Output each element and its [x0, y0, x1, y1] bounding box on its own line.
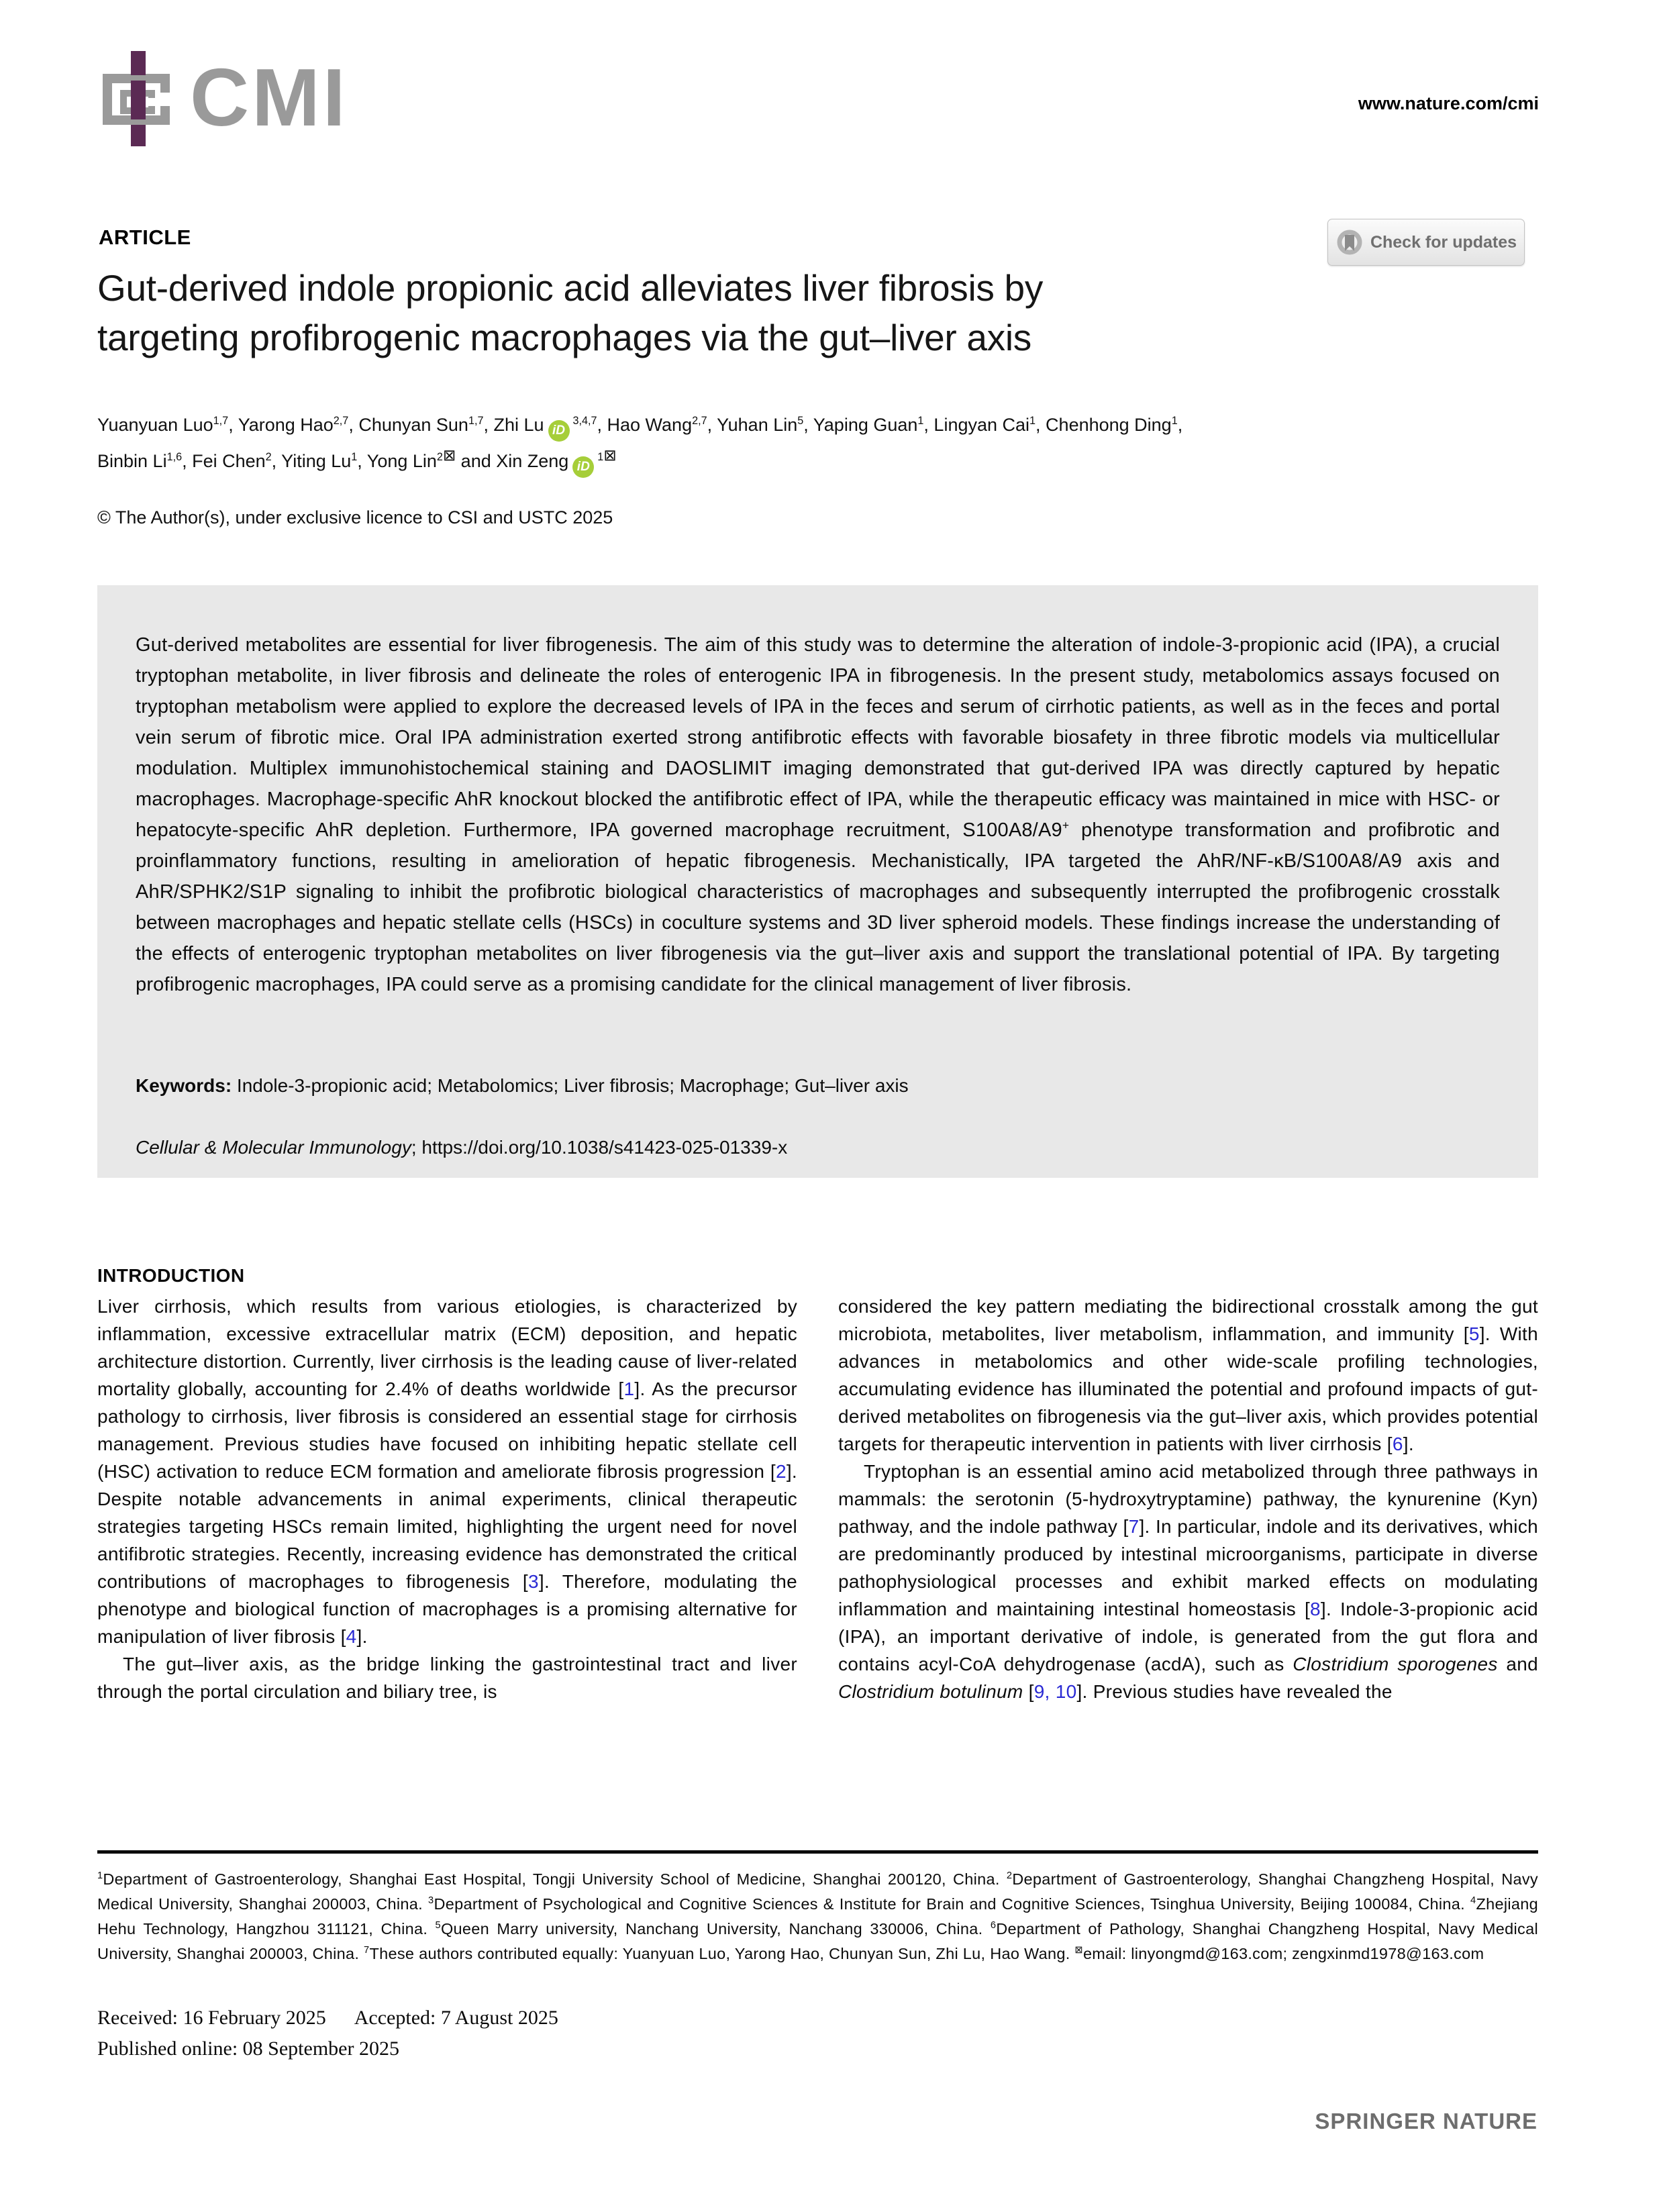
keywords-line [136, 1075, 1500, 1097]
article-label: ARTICLE [99, 225, 191, 249]
accepted-date: Accepted: 7 August 2025 [354, 2007, 558, 2029]
orcid-icon[interactable]: iD [572, 456, 594, 478]
publisher-logo: SPRINGER NATURE [1315, 2109, 1537, 2133]
site-url: www.nature.com/cmi [1358, 93, 1539, 113]
envelope-icon[interactable]: ⊠ [442, 446, 456, 464]
citation-ref[interactable]: 2 [775, 1461, 787, 1482]
check-for-updates-badge[interactable] [1327, 219, 1525, 266]
envelope-icon[interactable]: ⊠ [603, 446, 617, 464]
cmi-logo-mark [97, 47, 178, 148]
abstract-panel [97, 585, 1538, 1178]
published-line: Published online: 08 September 2025 [97, 2038, 399, 2060]
author-list [97, 407, 1547, 479]
orcid-icon[interactable]: iD [548, 420, 570, 442]
article-dates [97, 2003, 558, 2064]
citation-ref[interactable]: 1 [623, 1378, 635, 1399]
author-line-2: Binbin Li$^{1,6}$, Fei Chen$^2$, Yiting Lu$^1$, Yong Lin$^{2⊠}$ and Xin Zeng $iD^{1⊠}$ [97, 443, 1547, 479]
affiliations-footnote: $^1$Department of Gastroenterology, Shanghai East Hospital, Tongji University School of Medicine, Shanghai 200120, China. $^2$Department of Gastroenterology, Shanghai Changzheng Hospital, Navy Medical University, Shanghai 200003, China. $^3$Department of Psychological and Cognitive Sciences & Institute for Brain and Cognitive Sciences, Tsinghua University, Beijing 100084, China. $^4$Zhejiang Hehu Technology, Hangzhou 311121, China. $^5$Queen Marry university, Nanchang University, Nanchang 330006, China. $^6$Department of Pathology, Shanghai Changzheng Hospital, Navy Medical University, Shanghai 200003, China. $^7$These authors contributed equally: Yuanyuan Luo, Yarong Hao, Chunyan Sun, Zhi Lu, Hao Wang. ⊠email: linyongmd@163.com; zengxinmd1978@163.com [97, 1870, 1538, 1962]
section-heading-introduction: INTRODUCTION [97, 1265, 245, 1286]
keywords-text: Indole-3-propionic acid; Metabolomics; Liver fibrosis; Macrophage; Gut–liver axis [232, 1075, 909, 1096]
check-updates-icon [1335, 228, 1364, 256]
author-line-1: Yuanyuan Luo$^{1,7}$, Yarong Hao$^{2,7}$, Chunyan Sun$^{1,7}$, Zhi Lu iD$^{3,4,7}$, Hao Wang$^{2,7}$, Yuhan Lin$^5$, Yaping Guan$^1$, Lingyan Cai$^1$, Chenhong Ding$^1$, [97, 407, 1547, 443]
intro-paragraph-4: Tryptophan is an essential amino acid metabolized through three pathways in mammals: the serotonin (5-hydroxytryptamine) pathway, the kynurenine (Kyn) pathway, and the indole pathway [7]. In particular, indole and its derivatives, which are predominantly produced by intestinal microorganisms, participate in diverse pathophysiological processes and exhibit marked effects on modulating inflammation and maintaining intestinal homeostasis [8]. Indole-3-propionic acid (IPA), an important derivative of indole, is generated from the gut flora and contains acyl-CoA dehydrogenase (acdA), such as Clostridium sporogenes and Clostridium botulinum [9, 10]. Previous studies have revealed the [838, 1461, 1538, 1702]
copyright-note: © The Author(s), under exclusive licence to CSI and USTC 2025 [97, 507, 613, 527]
citation-ref[interactable]: 8 [1310, 1599, 1321, 1619]
intro-paragraph-2: The gut–liver axis, as the bridge linking the gastrointestinal tract and liver through the portal circulation and biliary tree, is [97, 1654, 797, 1702]
received-date: Received: 16 February 2025 [97, 2007, 326, 2029]
citation-line: Cellular & Molecular Immunology; https://doi.org/10.1038/s41423-025-01339-x [136, 1137, 788, 1158]
intro-paragraph-3: considered the key pattern mediating the bidirectional crosstalk among the gut microbiota, metabolites, liver metabolism, inflammation, and immunity [5]. With advances in metabolomics and other wide-scale profiling technologies, accumulating evidence has illuminated the potential and profound impacts of gut-derived metabolites on fibrogenesis via the gut–liver axis, which provides potential targets for therapeutic intervention in patients with liver cirrhosis [6]. [838, 1296, 1538, 1454]
abstract-text: Gut-derived metabolites are essential for liver fibrogenesis. The aim of this study was to determine the alteration of indole-3-propionic acid (IPA), a crucial tryptophan metabolite, in liver fibrosis and delineate the roles of enterogenic IPA in fibrogenesis. In the present study, metabolomics assays focused on tryptophan metabolism were applied to explore the decreased levels of IPA in the feces and serum of cirrhotic patients, as well as in the feces and portal vein serum of fibrotic mice. Oral IPA administration exerted strong antifibrotic effects with favorable biosafety in three fibrotic models via multicellular modulation. Multiplex immunohistochemical staining and DAOSLIMIT imaging demonstrated that gut-derived IPA was directly captured by hepatic macrophages. Macrophage-specific AhR knockout blocked the antifibrotic effect of IPA, while the therapeutic efficacy was maintained in mice with HSC- or hepatocyte-specific AhR depletion. Furthermore, IPA governed macrophage recruitment, S100A8/A9+ phenotype transformation and profibrotic and proinflammatory functions, resulting in amelioration of hepatic fibrogenesis. Mechanistically, IPA targeted the AhR/NF-κB/S100A8/A9 axis and AhR/SPHK2/S1P signaling to inhibit the profibrotic biological characteristics of macrophages and subsequently interrupted the profibrogenic crosstalk between macrophages and hepatic stellate cells (HSCs) in coculture systems and 3D liver spheroid models. These findings increase the understanding of the effects of enterogenic tryptophan metabolites on liver fibrogenesis via the gut–liver axis and support the translational potential of IPA. By targeting profibrogenic macrophages, IPA could serve as a promising candidate for the clinical management of liver fibrosis. [136, 634, 1500, 995]
envelope-icon[interactable]: ⊠ [1074, 1945, 1083, 1956]
citation-ref[interactable]: 5 [1468, 1323, 1480, 1344]
footnote-divider [97, 1850, 1538, 1854]
citation-ref[interactable]: 6 [1392, 1434, 1403, 1454]
citation-ref[interactable]: 9, 10 [1033, 1681, 1077, 1702]
keywords-label: Keywords: [136, 1075, 232, 1096]
cmi-logo-text: CMI [190, 52, 348, 143]
intro-left-column [97, 1262, 797, 1705]
intro-paragraph-1: Liver cirrhosis, which results from various etiologies, is characterized by inflammation, excessive extracellular matrix (ECM) deposition, and hepatic architecture distortion. Currently, liver cirrhosis is the leading cause of liver-related mortality globally, accounting for 2.4% of deaths worldwide [1]. As the precursor pathology to cirrhosis, liver fibrosis is considered an essential stage for cirrhosis management. Previous studies have focused on inhibiting hepatic stellate cell (HSC) activation to reduce ECM formation and ameliorate fibrosis progression [2]. Despite notable advancements in animal experiments, clinical therapeutic strategies targeting HSCs remain limited, highlighting the urgent need for novel antifibrotic strategies. Recently, increasing evidence has demonstrated the critical contributions of macrophages to fibrogenesis [3]. Therefore, modulating the phenotype and biological function of macrophages is a promising alternative for manipulation of liver fibrosis [4]. [97, 1296, 797, 1647]
citation-ref[interactable]: 4 [346, 1626, 357, 1647]
intro-right-column [838, 1262, 1538, 1705]
badge-label: Check for updates [1370, 232, 1517, 252]
title-line-1: Gut-derived indole propionic acid alleviates liver fibrosis by [97, 267, 1044, 309]
citation-ref[interactable]: 7 [1128, 1516, 1140, 1537]
article-title [97, 263, 1480, 362]
citation-ref[interactable]: 3 [528, 1571, 539, 1592]
received-accepted-line [97, 2003, 558, 2033]
title-line-2: targeting profibrogenic macrophages via the gut–liver axis [97, 317, 1032, 358]
journal-logo [97, 47, 348, 148]
